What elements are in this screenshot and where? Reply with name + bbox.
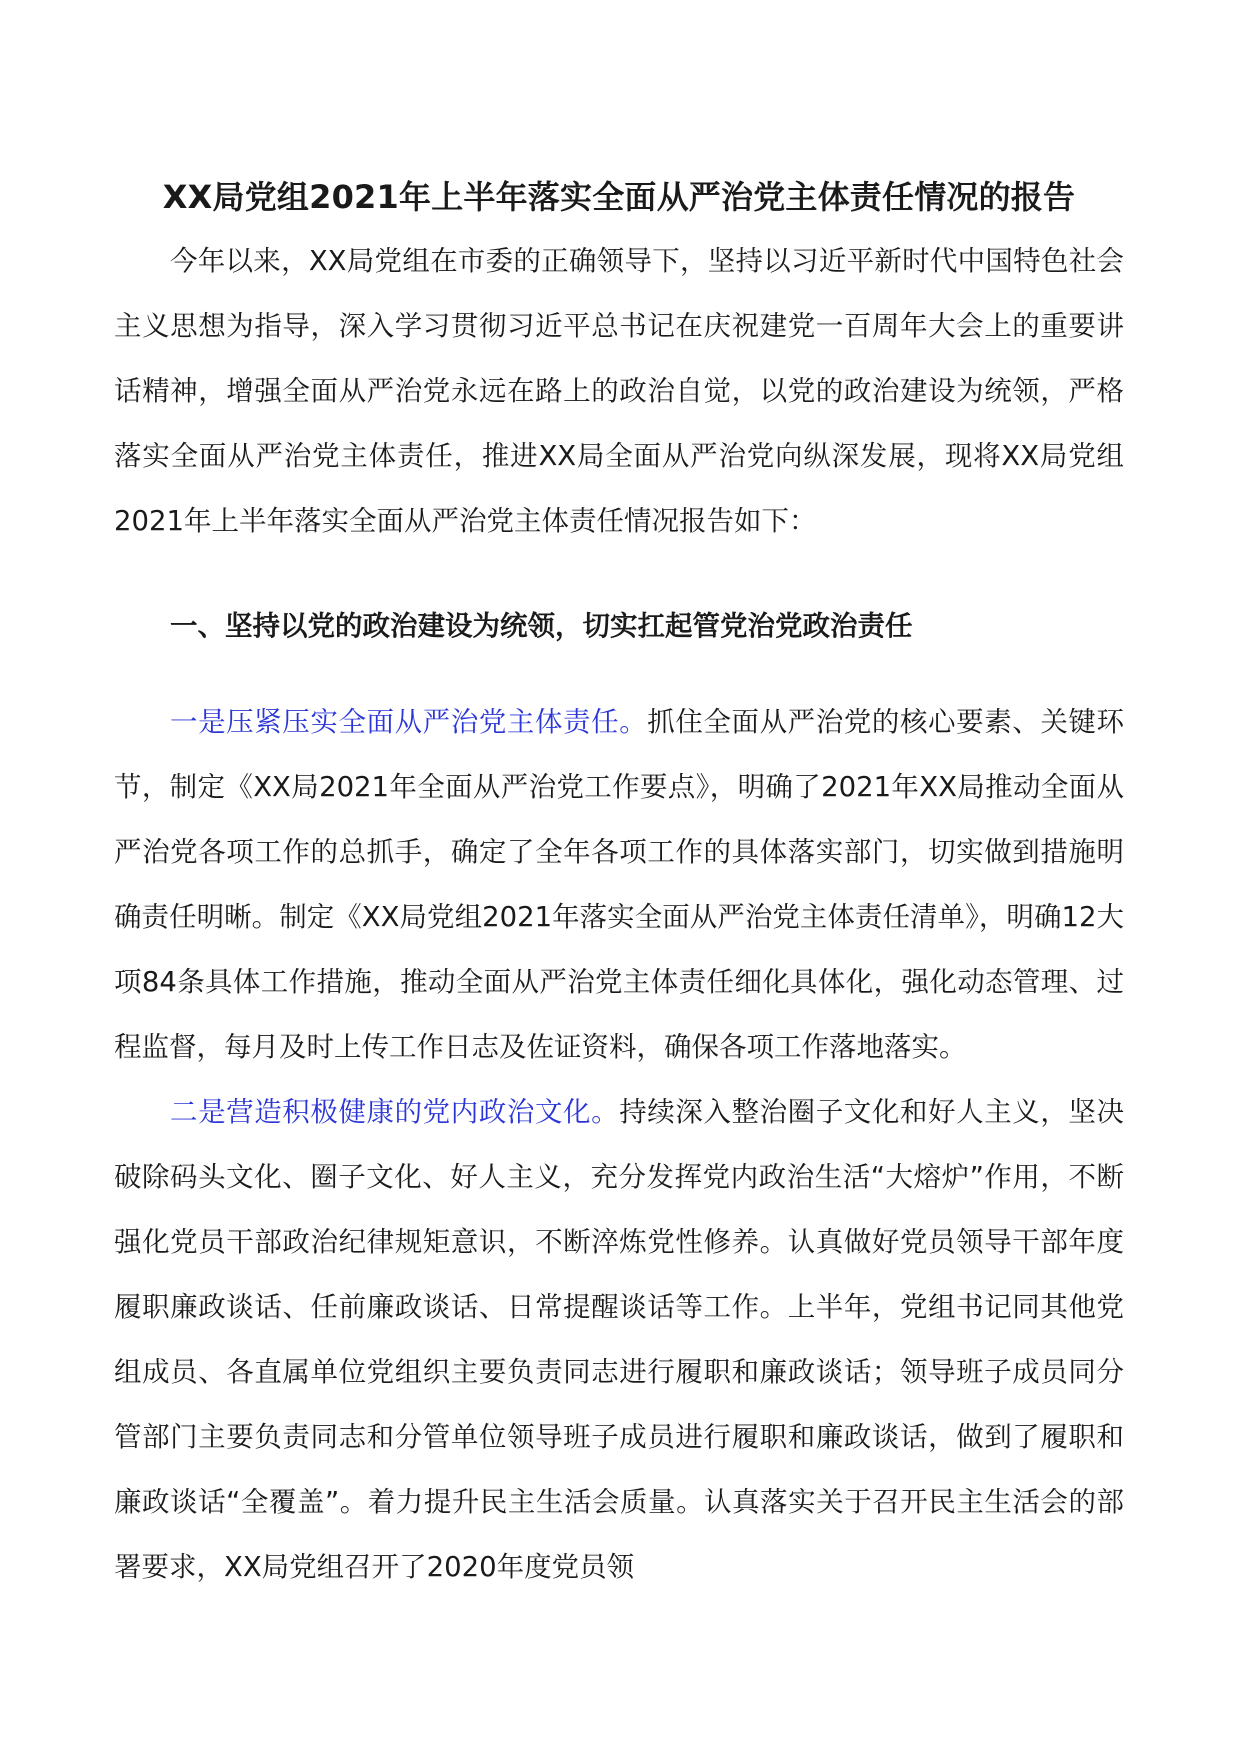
point-two-lead: 二是营造积极健康的党内政治文化。: [170, 1096, 620, 1128]
document-title: XX局党组2021年上半年落实全面从严治党主体责任情况的报告: [162, 178, 1076, 216]
point-two-paragraph: [114, 1080, 1124, 1600]
section-heading: 一、坚持以党的政治建设为统领，切实扛起管党治党政治责任: [170, 610, 913, 642]
point-one-body: 抓住全面从严治党的核心要素、关键环节，制定《XX局2021年全面从严治党工作要点》，明确了2021年XX局推动全面从严治党各项工作的总抓手，确定了全年各项工作的具体落实部门，切实做到措施明确责任明晰。制定《XX局党组2021年落实全面从严治党主体责任清单》，明确12大项84条具体工作措施，推动全面从严治党主体责任细化具体化，强化动态管理、过程监督，每月及时上传工作日志及佐证资料，确保各项工作落地落实。: [114, 706, 1125, 1063]
point-one-paragraph: [114, 690, 1124, 1080]
intro-paragraph: 今年以来，XX局党组在市委的正确领导下，坚持以习近平新时代中国特色社会主义思想为指导，深入学习贯彻习近平总书记在庆祝建党一百周年大会上的重要讲话精神，增强全面从严治党永远在路上的政治自觉，以党的政治建设为统领，严格落实全面从严治党主体责任，推进XX局全面从严治党向纵深发展，现将XX局党组2021年上半年落实全面从严治党主体责任情况报告如下：: [114, 245, 1124, 537]
point-one-lead: 一是压紧压实全面从严治党主体责任。: [170, 706, 648, 738]
point-two-body: 持续深入整治圈子文化和好人主义，坚决破除码头文化、圈子文化、好人主义，充分发挥党内政治生活“大熔炉”作用，不断强化党员干部政治纪律规矩意识，不断淬炼党性修养。认真做好党员领导干部年度履职廉政谈话、任前廉政谈话、日常提醒谈话等工作。上半年，党组书记同其他党组成员、各直属单位党组织主要负责同志进行履职和廉政谈话；领导班子成员同分管部门主要负责同志和分管单位领导班子成员进行履职和廉政谈话，做到了履职和廉政谈话“全覆盖”。着力提升民主生活会质量。认真落实关于召开民主生活会的部署要求，XX局党组召开了2020年度党员领: [114, 1096, 1125, 1583]
